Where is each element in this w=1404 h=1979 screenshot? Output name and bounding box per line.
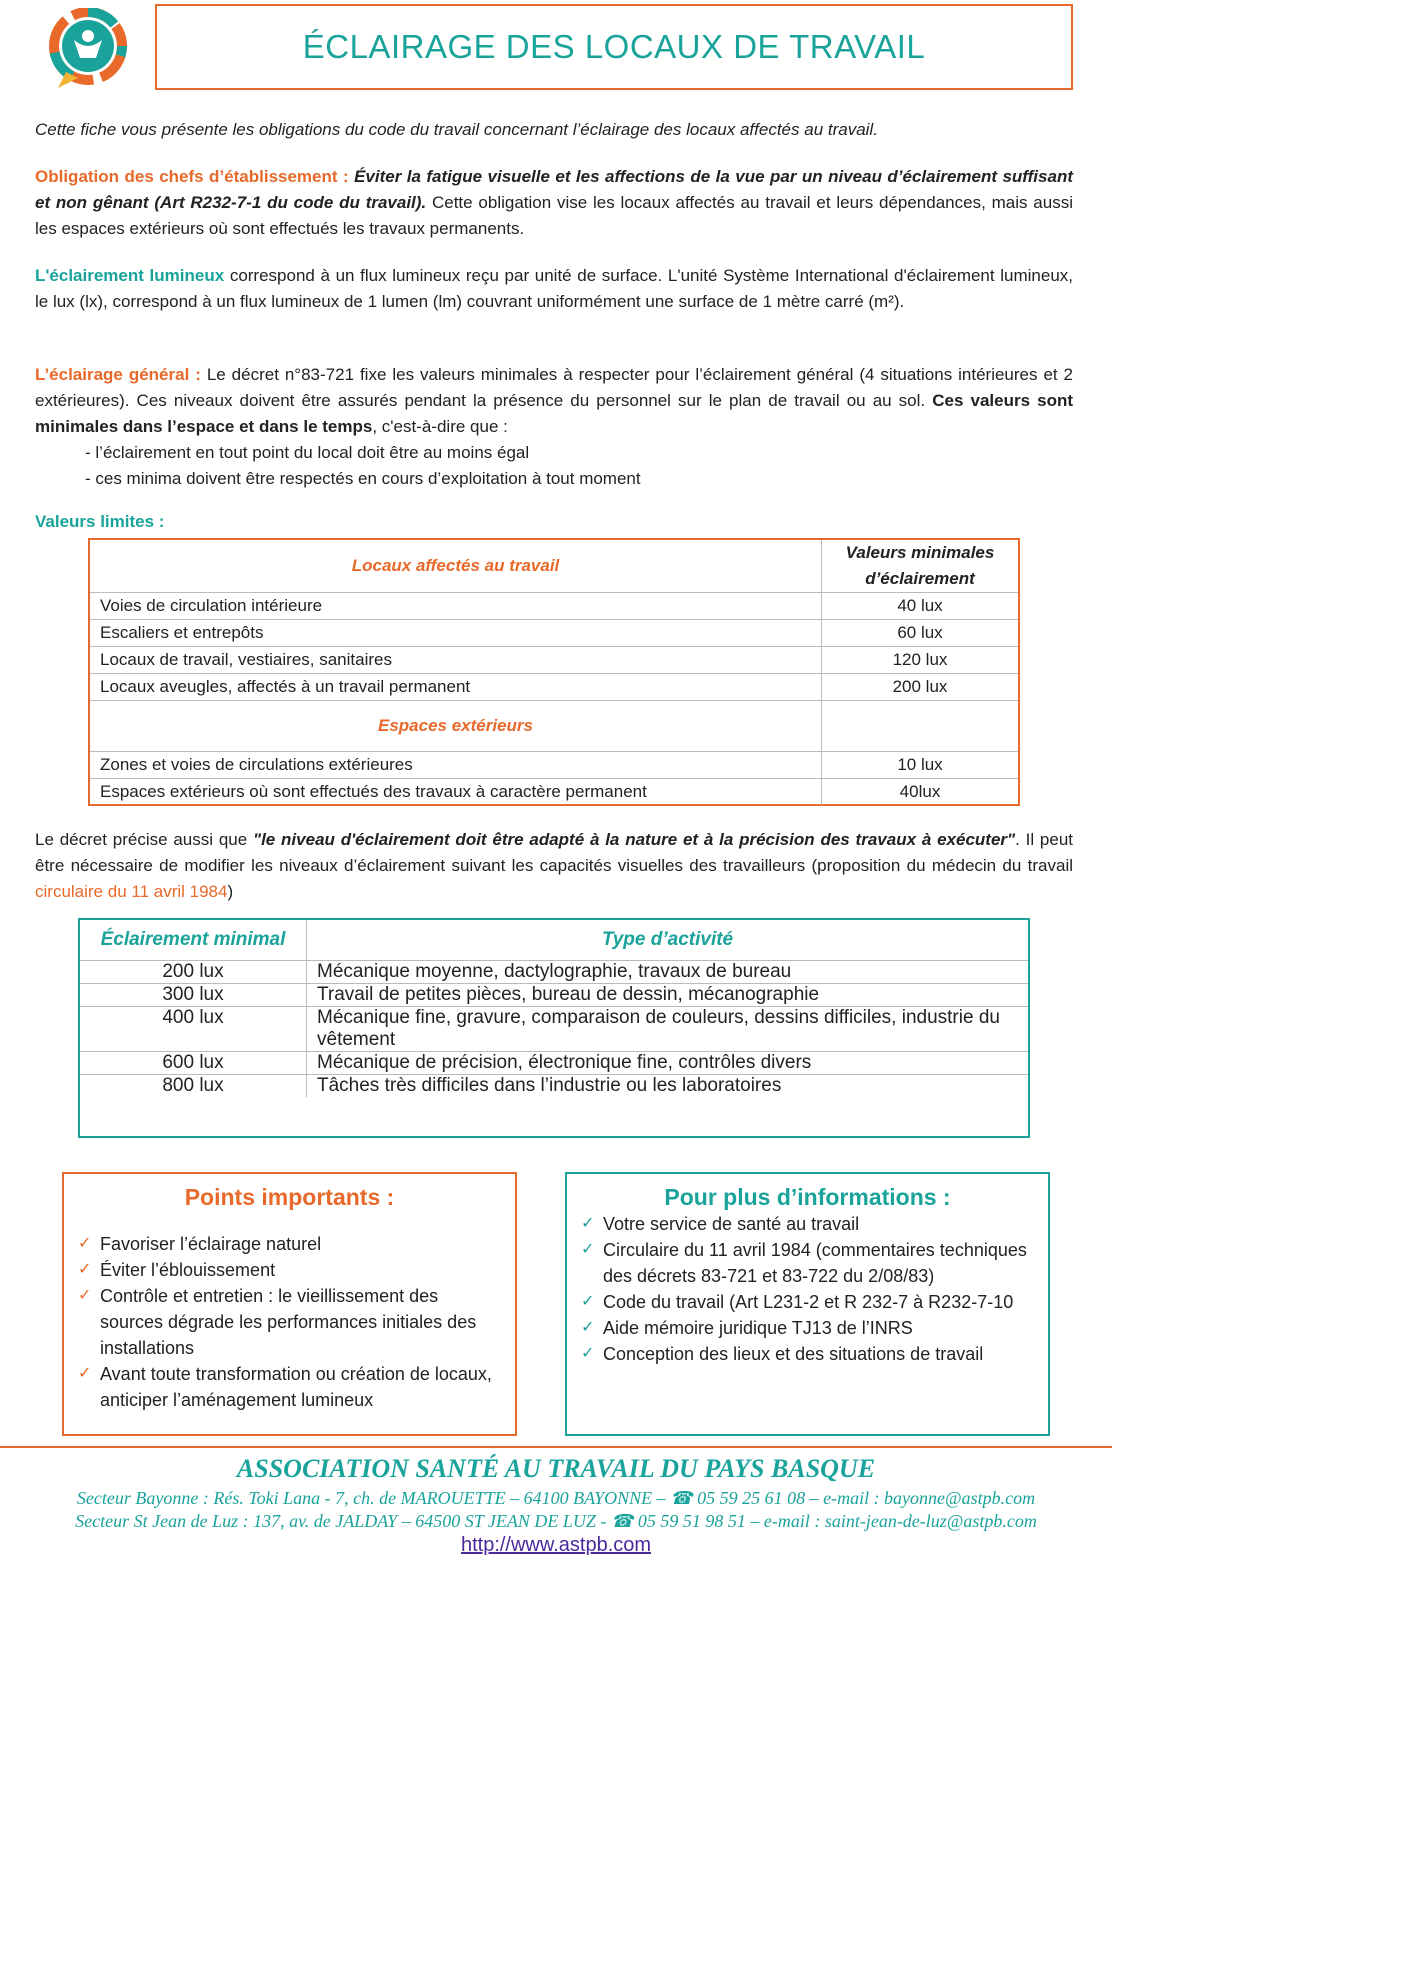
row-activity: Mécanique de précision, électronique fine, contrôles divers	[307, 1052, 1029, 1075]
table-row	[90, 647, 1018, 674]
row-lux: 300 lux	[80, 984, 307, 1007]
points-title: Points importants :	[184, 1184, 395, 1210]
table-header-eclairement: Éclairement minimal	[80, 920, 307, 961]
general-label: L’éclairage général :	[35, 365, 201, 384]
check-icon: ✓	[78, 1261, 92, 1278]
footer-association-name: ASSOCIATION SANTÉ AU TRAVAIL DU PAYS BASQUE	[236, 1454, 876, 1483]
decret-text: Le décret précise aussi que	[35, 830, 254, 849]
check-icon: ✓	[581, 1293, 595, 1310]
intro-text: Cette fiche vous présente les obligations du code du travail concernant l’éclairage des locaux affectés au travail.	[35, 120, 878, 139]
row-lux: 800 lux	[80, 1075, 307, 1098]
row-activity: Travail de petites pièces, bureau de dessin, mécanographie	[307, 984, 1029, 1007]
decret-paragraph	[35, 827, 1073, 905]
decret-text: )	[227, 882, 234, 901]
check-icon: ✓	[78, 1365, 92, 1382]
points-importants-box	[62, 1172, 517, 1436]
row-lux: 400 lux	[80, 1007, 307, 1052]
row-value: 10 lux	[822, 752, 1019, 779]
item-text: Circulaire du 11 avril 1984 (commentaires techniques des décrets 83-721 et 83-722 du 2/08/83)	[603, 1240, 1027, 1286]
header-line: d’éclairement	[865, 569, 975, 588]
check-icon: ✓	[581, 1241, 595, 1258]
table-row	[90, 620, 1018, 647]
activites-table	[78, 918, 1030, 1138]
table-header-valeurs	[822, 540, 1019, 593]
general-text: Le décret n°83-721 fixe les valeurs minimales à respecter pour l’éclairement général (4 situations intérieures et 2 extérieures). Ces niveaux doivent être assurés pendant la présence du personnel sur le plan de travail ou au sol.	[35, 365, 1074, 410]
general-paragraph	[35, 362, 1073, 440]
row-label: Locaux aveugles, affectés à un travail permanent	[90, 674, 822, 701]
table-row	[90, 752, 1018, 779]
list-item	[581, 1315, 1036, 1341]
decret-text: . Il peut être nécessaire de modifier les niveaux d’éclairement suivant les capacités visuelles des travailleurs (proposition du médecin du travail	[35, 830, 1074, 875]
item-text: Code du travail (Art L231-2 et R 232-7 à R232-7-10	[603, 1292, 1014, 1312]
eclairement-text: correspond à un flux lumineux reçu par unité de surface. L'unité Système International d'éclairement lumineux, le lux (lx), correspond à un flux lumineux de 1 lumen (lm) couvrant uniformément une surface de 1 mètre carré (m²).	[35, 266, 1073, 311]
table-subheader-exterieurs: Espaces extérieurs	[90, 701, 822, 752]
logo	[44, 8, 132, 90]
obligation-text: Cette obligation vise les locaux affectés au travail et leurs dépendances, mais aussi les espaces extérieurs où sont effectués les travaux permanents.	[35, 193, 1073, 238]
table-row	[90, 779, 1018, 806]
item-text: Conception des lieux et des situations de travail	[603, 1344, 984, 1364]
list-item	[78, 1361, 503, 1413]
item-text: Contrôle et entretien : le vieillissement des sources dégrade les performances initiales des installations	[100, 1286, 477, 1358]
check-icon: ✓	[581, 1215, 595, 1232]
footer-divider	[0, 1446, 1112, 1448]
row-value: 60 lux	[822, 620, 1019, 647]
decret-quote: "le niveau d'éclairement doit être adapté à la nature et à la précision des travaux à exécuter"	[253, 830, 1016, 849]
obligation-bold: Éviter la fatigue visuelle et les affections de la vue par un niveau d’éclairement suffisant et non gênant (Art R232-7-1 du code du travail).	[35, 167, 1073, 212]
header-line: Valeurs minimales	[845, 543, 995, 562]
list-item	[581, 1289, 1036, 1315]
title-box	[155, 4, 1073, 90]
table-row	[90, 593, 1018, 620]
table-row	[90, 674, 1018, 701]
website-link[interactable]: http://www.astpb.com	[460, 1534, 652, 1556]
informations-box	[565, 1172, 1050, 1436]
row-lux: 200 lux	[80, 961, 307, 984]
row-label: Escaliers et entrepôts	[90, 620, 822, 647]
page-title: ÉCLAIRAGE DES LOCAUX DE TRAVAIL	[302, 28, 926, 65]
row-value: 40lux	[822, 779, 1019, 806]
list-item	[581, 1211, 1036, 1237]
circulaire-link[interactable]: circulaire du 11 avril 1984	[35, 882, 228, 901]
obligation-paragraph	[35, 164, 1073, 242]
table-row	[80, 984, 1028, 1007]
item-text: Éviter l’éblouissement	[100, 1260, 276, 1280]
row-activity: Mécanique moyenne, dactylographie, travaux de bureau	[307, 961, 1029, 984]
empty-cell	[822, 701, 1019, 752]
item-text: Votre service de santé au travail	[603, 1214, 860, 1234]
check-icon: ✓	[581, 1345, 595, 1362]
item-text: Favoriser l’éclairage naturel	[100, 1234, 322, 1254]
row-value: 40 lux	[822, 593, 1019, 620]
eclairement-label: L'éclairement lumineux	[35, 266, 225, 285]
eclairement-paragraph	[35, 263, 1073, 315]
general-tail: , c'est-à-dire que :	[372, 417, 508, 436]
row-lux: 600 lux	[80, 1052, 307, 1075]
row-activity: Mécanique fine, gravure, comparaison de couleurs, dessins difficiles, industrie du vêtement	[307, 1007, 1029, 1052]
list-item	[581, 1341, 1036, 1367]
check-icon: ✓	[78, 1287, 92, 1304]
row-value: 200 lux	[822, 674, 1019, 701]
list-item	[78, 1283, 503, 1361]
general-bullets	[85, 440, 641, 492]
footer-saint-jean: Secteur St Jean de Luz : 137, av. de JALDAY – 64500 ST JEAN DE LUZ - ☎ 05 59 51 98 51 – e-mail : saint-jean-de-luz@astpb.com	[75, 1511, 1037, 1531]
list-item	[78, 1231, 503, 1257]
table-header-activite: Type d’activité	[307, 920, 1029, 961]
obligation-label: Obligation des chefs d’établissement :	[35, 167, 349, 186]
valeurs-limites-label: Valeurs limites :	[35, 512, 165, 531]
table-row	[80, 1052, 1028, 1075]
table-row	[80, 1007, 1028, 1052]
list-item: - ces minima doivent être respectés en cours d’exploitation à tout moment	[85, 469, 641, 488]
list-item	[78, 1257, 503, 1283]
row-label: Voies de circulation intérieure	[90, 593, 822, 620]
table-row	[80, 961, 1028, 984]
row-label: Zones et voies de circulations extérieures	[90, 752, 822, 779]
item-text: Avant toute transformation ou création de locaux, anticiper l’aménagement lumineux	[100, 1364, 492, 1410]
table-header-locaux: Locaux affectés au travail	[90, 540, 822, 593]
item-text: Aide mémoire juridique TJ13 de l’INRS	[603, 1318, 913, 1338]
check-icon: ✓	[581, 1319, 595, 1336]
list-item: - l’éclairement en tout point du local doit être au moins égal	[85, 443, 530, 462]
row-activity: Tâches très difficiles dans l’industrie ou les laboratoires	[317, 1075, 782, 1096]
general-bold: Ces valeurs sont minimales dans l’espace et dans le temps	[35, 391, 1073, 436]
row-label: Espaces extérieurs où sont effectués des travaux à caractère permanent	[100, 782, 647, 801]
row-value: 120 lux	[822, 647, 1019, 674]
check-icon: ✓	[78, 1235, 92, 1252]
list-item	[581, 1237, 1036, 1289]
valeurs-table	[88, 538, 1020, 806]
footer-bayonne: Secteur Bayonne : Rés. Toki Lana - 7, ch. de MAROUETTE – 64100 BAYONNE – ☎ 05 59 25 61 08 – e-mail : bayonne@astpb.com	[76, 1488, 1036, 1508]
infos-title: Pour plus d’informations :	[664, 1184, 951, 1210]
row-label: Locaux de travail, vestiaires, sanitaires	[90, 647, 822, 674]
table-row	[80, 1075, 1028, 1098]
